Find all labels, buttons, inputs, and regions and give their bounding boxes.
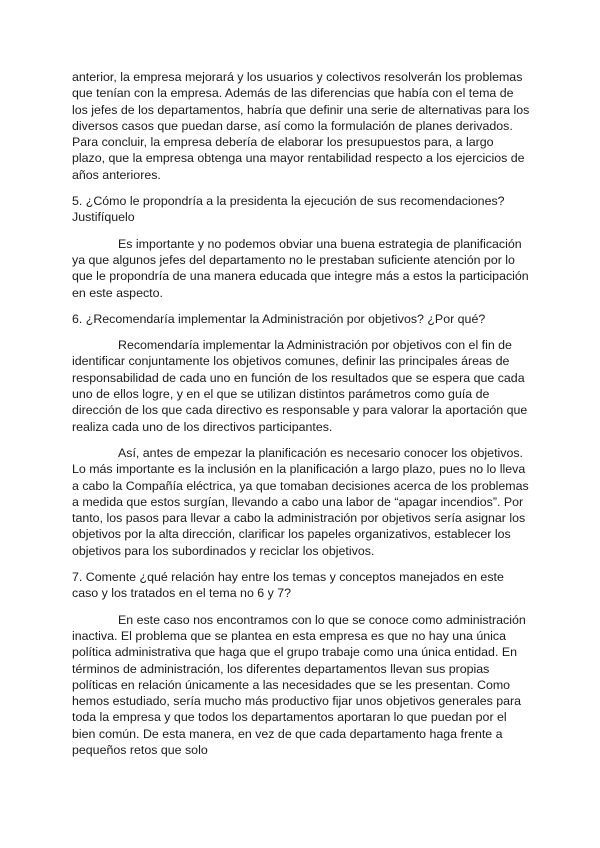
paragraph: Es importante y no podemos obviar una buena estrategia de planificación ya que algunos jefes del departamento no le prestaban suficiente atención por lo que le propondría de una manera educada que integre más a estos la participación en este aspecto. — [72, 236, 529, 300]
question-5: 5. ¿Cómo le propondría a la presidenta la ejecución de sus recomendaciones? Justifíquelo — [72, 194, 505, 225]
document-body — [72, 69, 530, 768]
paragraph: anterior, la empresa mejorará y los usuarios y colectivos resolverán los problemas que tenían con la empresa. Además de las diferencias que había con el tema de los jefes de los departamentos, habría que definir una serie de alternativas para los diversos casos que puedan darse, así como la formulación de planes derivados. Para concluir, la empresa debería de elaborar los presupuestos para, a largo plazo, que la empresa obtenga una mayor rentabilidad respecto a los ejercicios de años anteriores. — [72, 70, 530, 182]
question-6: 6. ¿Recomendaría implementar la Administración por objetivos? ¿Por qué? — [72, 311, 486, 326]
question-7: 7. Comente ¿qué relación hay entre los temas y conceptos manejados en este caso y los tratados en el tema no 6 y 7? — [72, 570, 504, 601]
paragraph: En este caso nos encontramos con lo que se conoce como administración inactiva. El problema que se plantea en esta empresa es que no hay una única política administrativa que haga que el grupo trabaje como una única entidad. En términos de administración, los diferentes departamentos llevan sus propias políticas en relación únicamente a las necesidades que se les presentan. Como hemos estudiado, sería mucho más productivo fijar unos objetivos generales para toda la empresa y que todos los departamentos aportaran lo que puedan por el bien común. De esta manera, en vez de que cada departamento haga frente a pequeños retos que solo — [72, 612, 526, 757]
paragraph: Recomendaría implementar la Administración por objetivos con el fin de identificar conjuntamente los objetivos comunes, definir las principales áreas de responsabilidad de cada uno en función de los resultados que se espera que cada uno de ellos logre, y en el que se utilizan distintos parámetros como guía de dirección de los que cada directivo es responsable y para valorar la aportación que realiza cada uno de los directivos participantes. — [72, 338, 528, 434]
paragraph: Así, antes de empezar la planificación es necesario conocer los objetivos. Lo más importante es la inclusión en la planificación a largo plazo, pues no lo lleva a cabo la Compañía eléctrica, ya que tomaban decisiones acerca de los problemas a medida que estos surgían, llevando a cabo una labor de “apagar incendios”. Por tanto, los pasos para llevar a cabo la administración por objetivos sería asignar los objetivos por la alta dirección, clarificar los papeles organizativos, establecer los objetivos para los subordinados y reciclar los objetivos. — [72, 445, 529, 558]
